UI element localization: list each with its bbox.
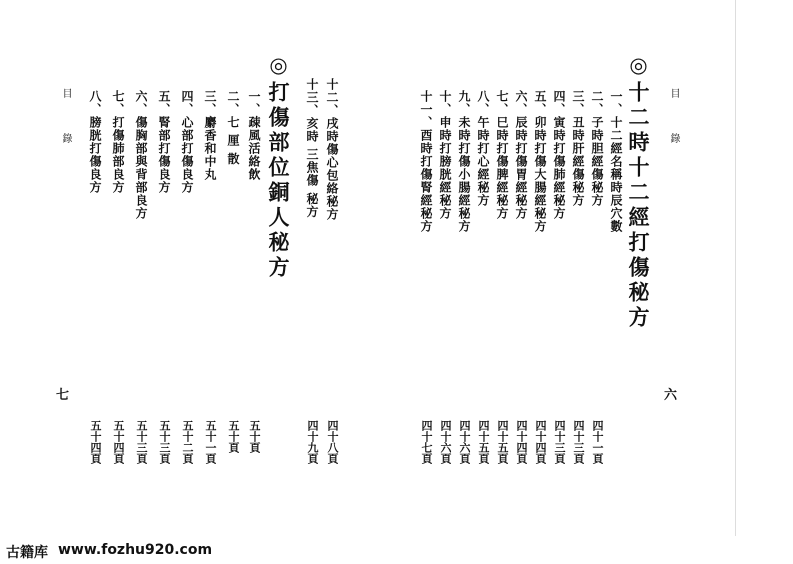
toc-entry: 三、丑時肝經傷秘方 <box>571 90 585 207</box>
page-ref: 四十四頁 <box>534 420 547 464</box>
toc-entry: 七、巳時打傷脾經秘方 <box>495 90 509 220</box>
page-ref: 四十六頁 <box>439 420 452 464</box>
toc-entry: 五、卯時打傷大腸經秘方 <box>533 90 547 233</box>
toc-entry: 四、心部打傷良方 <box>180 90 194 194</box>
page-ref: 五十頁 <box>248 420 261 453</box>
toc-entry: 一、疎風活絡飲 <box>247 90 261 181</box>
toc-entry: 三、麝香和中丸 <box>203 90 217 181</box>
footer-watermark <box>0 536 793 564</box>
page-ref: 五十頁 <box>227 420 240 453</box>
toc-entry: 八、膀胱打傷良方 <box>88 90 102 194</box>
toc-entry: 九、未時打傷小腸經秘方 <box>457 90 471 233</box>
page-ref: 四十五頁 <box>496 420 509 464</box>
page-ref: 四十一頁 <box>591 420 604 464</box>
footer-site-name: 古籍库 <box>6 545 48 561</box>
toc-entry: 七、打傷肺部良方 <box>111 90 125 194</box>
toc-entry: 十二、戌時傷心包絡秘方 <box>325 78 339 221</box>
page-ref: 五十三頁 <box>158 420 171 464</box>
left-side-label: 目 錄 <box>60 88 71 160</box>
toc-entry: 十、申時打膀胱經秘方 <box>438 90 452 220</box>
toc-entry: 六、辰時打傷胃經秘方 <box>514 90 528 220</box>
page-ref: 四十七頁 <box>420 420 433 464</box>
toc-entry: 六、傷胸部與背部良方 <box>134 90 148 220</box>
page-ref: 四十三頁 <box>572 420 585 464</box>
page-ref: 四十八頁 <box>326 420 339 464</box>
right-page-number: 六 <box>664 388 678 403</box>
page-ref: 四十六頁 <box>458 420 471 464</box>
toc-entry: 四、寅時打傷肺經秘方 <box>552 90 566 220</box>
left-page-number: 七 <box>56 388 70 403</box>
toc-entry: 一、十二經名稱時辰穴數 <box>609 90 623 233</box>
footer-url[interactable]: www.fozhu920.com <box>58 542 213 558</box>
toc-entry: 二、七 厘 散 <box>226 90 240 166</box>
page-ref: 五十一頁 <box>204 420 217 464</box>
left-section-heading: ◎打傷部位銅人秘方 <box>266 52 291 281</box>
page-ref: 五十四頁 <box>112 420 125 464</box>
page-ref: 四十九頁 <box>306 420 319 464</box>
toc-entry: 十三、亥時 三焦傷 秘方 <box>305 78 319 219</box>
toc-entry: 十一、酉時打傷腎經秘方 <box>419 90 433 233</box>
toc-entry: 五、腎部打傷良方 <box>157 90 171 194</box>
page-ref: 四十五頁 <box>477 420 490 464</box>
page-ref: 五十三頁 <box>135 420 148 464</box>
page-ref: 四十四頁 <box>515 420 528 464</box>
page-ref: 五十四頁 <box>89 420 102 464</box>
binding-edge <box>735 0 736 536</box>
right-side-label: 目 錄 <box>668 88 679 160</box>
page-ref: 五十二頁 <box>181 420 194 464</box>
page-ref: 四十三頁 <box>553 420 566 464</box>
toc-entry: 二、子時胆經傷秘方 <box>590 90 604 207</box>
right-section-heading: ◎十二時十二經打傷秘方 <box>626 52 651 331</box>
toc-entry: 八、午時打心經秘方 <box>476 90 490 207</box>
